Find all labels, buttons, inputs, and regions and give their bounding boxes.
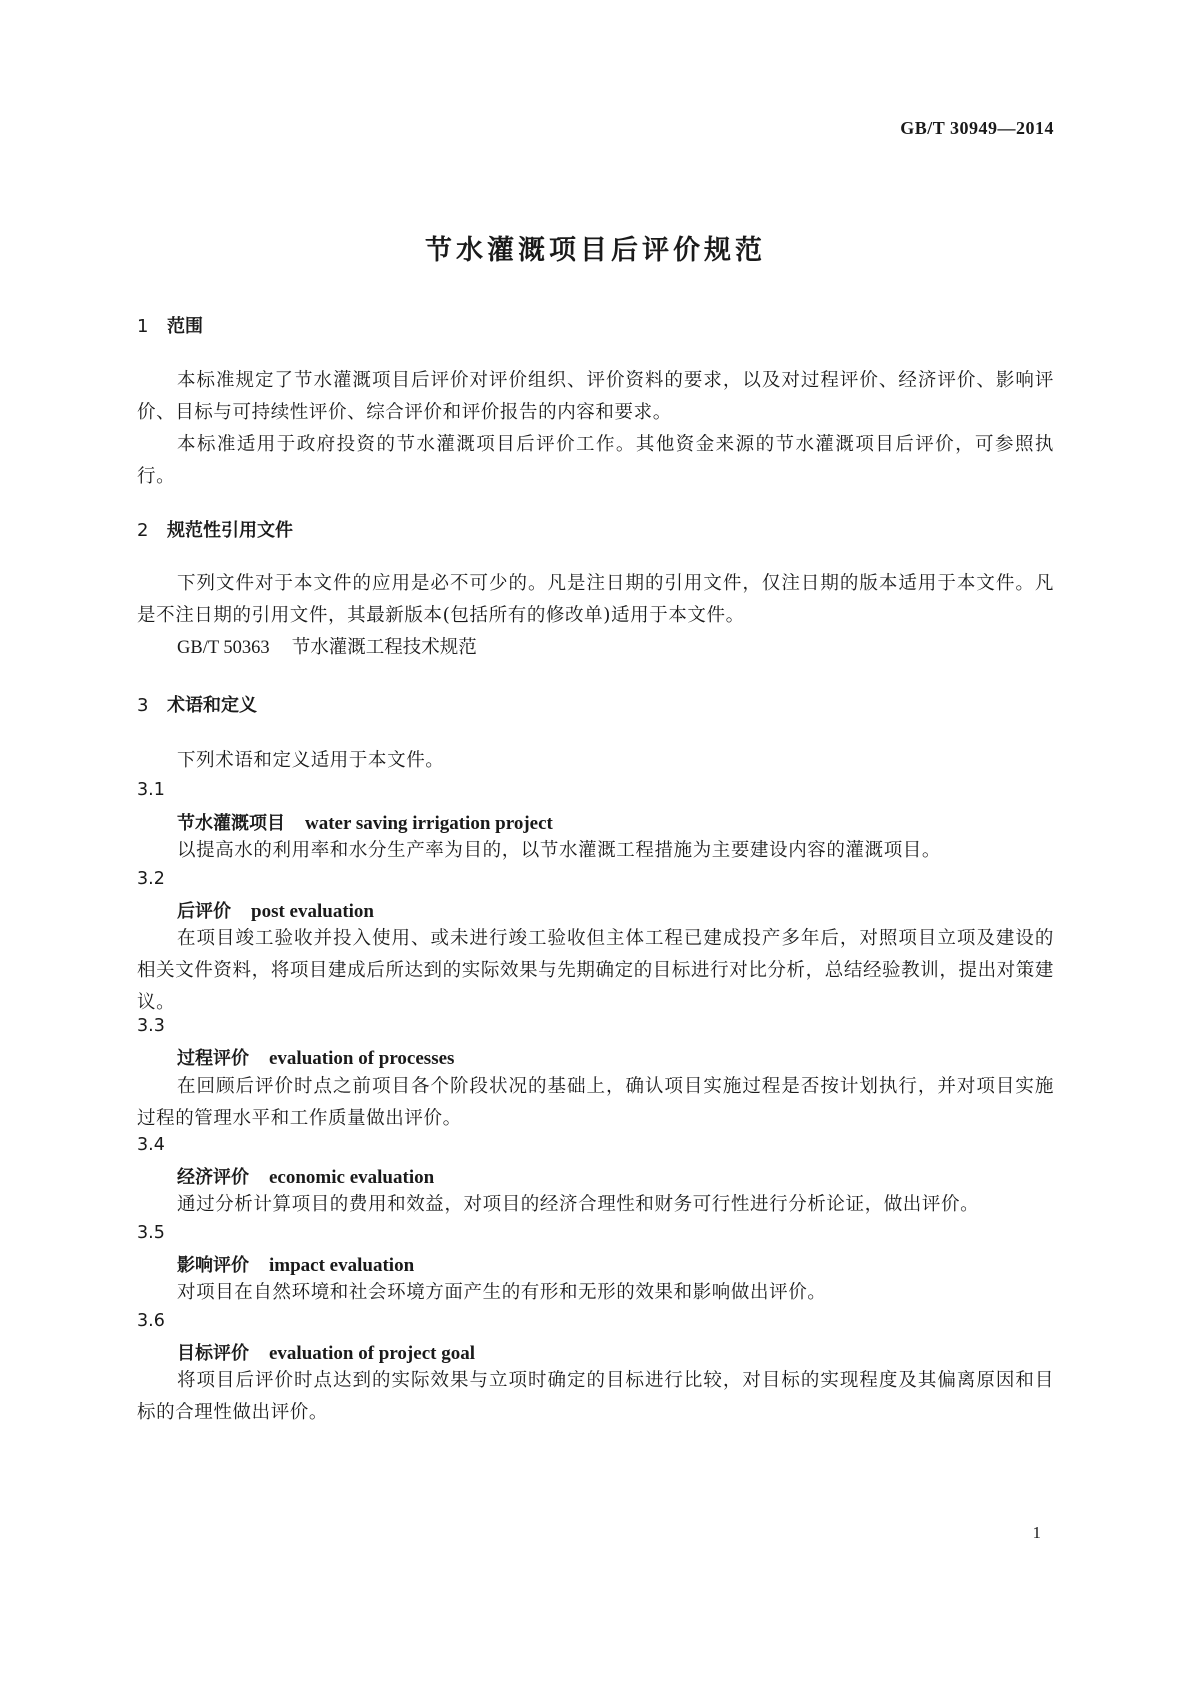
paragraph: 下列文件对于本文件的应用是必不可少的。凡是注日期的引用文件，仅注日期的版本适用于本文件。凡是不注日期的引用文件，其最新版本(包括所有的修改单)适用于本文件。 [137,573,1054,626]
term-zh: 过程评价 [177,1048,249,1069]
term-definition: 以提高水的利用率和水分生产率为目的，以节水灌溉工程措施为主要建设内容的灌溉项目。 [177,840,942,861]
term-definition: 将项目后评价时点达到的实际效果与立项时确定的目标进行比较，对目标的实现程度及其偏离原因和目标的合理性做出评价。 [137,1370,1054,1423]
term-heading [177,1163,434,1189]
term-number: 3.1 [137,780,165,800]
section-2-heading [137,516,293,542]
term-en: impact evaluation [269,1255,415,1276]
term-number: 3.6 [137,1311,165,1331]
section-1-heading [137,312,203,338]
section-number: 1 [137,316,149,337]
paragraph: 本标准适用于政府投资的节水灌溉项目后评价工作。其他资金来源的节水灌溉项目后评价，可参照执行。 [137,434,1054,487]
term-heading [177,1251,414,1277]
term-en: evaluation of project goal [269,1343,475,1364]
term-zh: 目标评价 [177,1343,249,1364]
section-number: 3 [137,695,149,716]
term-zh: 后评价 [177,901,231,922]
term-zh: 影响评价 [177,1255,249,1276]
term-number: 3.4 [137,1135,165,1155]
standard-code: GB/T 30949—2014 [900,118,1054,138]
term-definition: 对项目在自然环境和社会环境方面产生的有形和无形的效果和影响做出评价。 [177,1282,827,1303]
section-title: 范围 [167,316,203,337]
term-heading [177,897,374,923]
paragraph: 下列术语和定义适用于本文件。 [177,750,445,771]
term-en: water saving irrigation project [305,813,553,834]
term-definition: 在项目竣工验收并投入使用、或未进行竣工验收但主体工程已建成投产多年后，对照项目立项及建设的相关文件资料，将项目建成后所达到的实际效果与先期确定的目标进行对比分析，总结经验教训，提出对策建议。 [137,928,1054,1013]
section-title: 规范性引用文件 [167,520,293,541]
term-heading [177,1044,454,1070]
term-en: post evaluation [251,901,374,922]
term-number: 3.5 [137,1223,165,1243]
term-en: evaluation of processes [269,1048,455,1069]
reference-title: 节水灌溉工程技术规范 [291,637,477,658]
section-3-heading [137,691,257,717]
term-en: economic evaluation [269,1167,435,1188]
page-number: 1 [1032,1523,1041,1542]
section-title: 术语和定义 [167,695,257,716]
normative-reference [177,633,477,659]
section-number: 2 [137,520,149,541]
term-number: 3.2 [137,869,165,889]
reference-code: GB/T 50363 [177,638,270,658]
term-heading [177,809,553,835]
term-zh: 经济评价 [177,1167,249,1188]
term-zh: 节水灌溉项目 [177,813,285,834]
paragraph: 本标准规定了节水灌溉项目后评价对评价组织、评价资料的要求，以及对过程评价、经济评价、影响评价、目标与可持续性评价、综合评价和评价报告的内容和要求。 [137,370,1054,423]
document-title: 节水灌溉项目后评价规范 [425,235,766,266]
term-number: 3.3 [137,1016,165,1036]
term-definition: 在回顾后评价时点之前项目各个阶段状况的基础上，确认项目实施过程是否按计划执行，并对项目实施过程的管理水平和工作质量做出评价。 [137,1076,1054,1129]
term-heading [177,1339,475,1365]
term-definition: 通过分析计算项目的费用和效益，对项目的经济合理性和财务可行性进行分析论证，做出评价。 [177,1194,980,1215]
